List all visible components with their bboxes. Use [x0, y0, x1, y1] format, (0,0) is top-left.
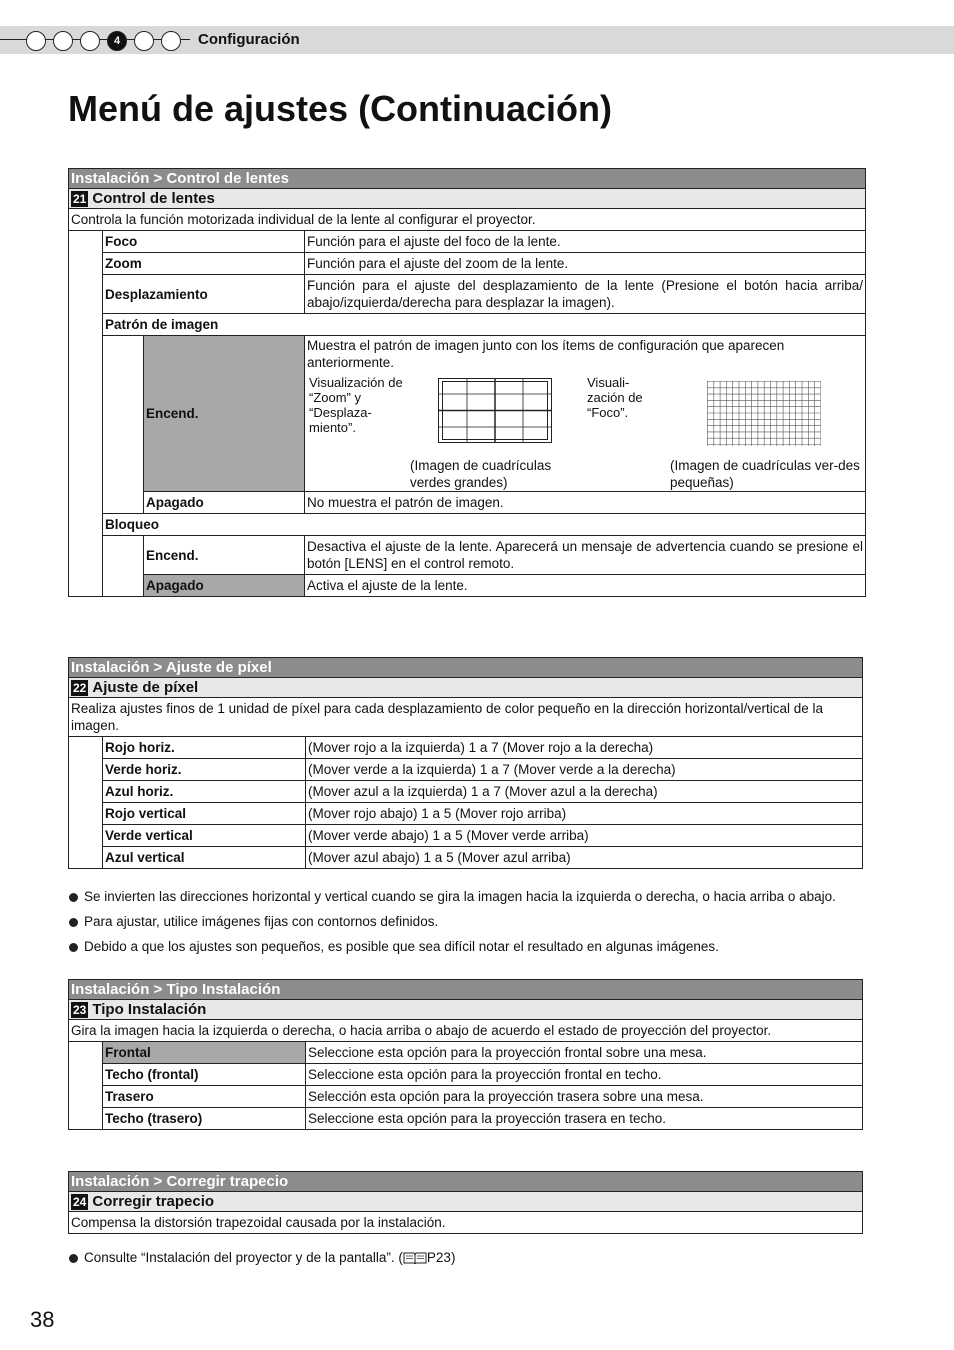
item-title	[69, 189, 866, 209]
lens-control-section	[68, 168, 866, 597]
option-label: Bloqueo	[103, 514, 866, 536]
item-description: Gira la imagen hacia la izquierda o derecha, o hacia arriba o abajo de acuerdo el estado de proyección del proyector.	[69, 1020, 863, 1042]
table-header: Instalación > Control de lentes	[69, 169, 866, 189]
chapter-circle	[134, 31, 154, 51]
sub-option-label: Apagado	[144, 492, 305, 514]
pattern-description-cell	[305, 336, 866, 492]
option-label: Patrón de imagen	[103, 314, 866, 336]
sub-option-desc: Desactiva el ajuste de la lente. Aparecerá un mensaje de advertencia cuando se presione el botón [LENS] en el control remoto.	[305, 536, 866, 575]
pixel-adjust-table	[68, 657, 863, 869]
option-desc: Función para el ajuste del zoom de la lente.	[305, 253, 866, 275]
option-desc: (Mover rojo a la izquierda) 1 a 7 (Mover rojo a la derecha)	[306, 737, 863, 759]
indent-cell	[69, 1042, 103, 1130]
sub-option-desc: Activa el ajuste de la lente.	[305, 575, 866, 597]
option-label: Azul vertical	[103, 847, 306, 869]
table-header: Instalación > Ajuste de píxel	[69, 658, 863, 678]
note-text-main: Consulte “Instalación del proyector y de la pantalla”. (	[84, 1250, 403, 1265]
note-item	[68, 1250, 888, 1265]
indent-cell	[69, 737, 103, 869]
chapter-indicator	[26, 31, 188, 51]
option-desc: Seleccione esta opción para la proyección frontal en techo.	[306, 1064, 863, 1086]
option-desc: Selección esta opción para la proyección trasera sobre una mesa.	[306, 1086, 863, 1108]
option-desc: Seleccione esta opción para la proyección frontal sobre una mesa.	[306, 1042, 863, 1064]
page-number: 38	[30, 1307, 55, 1332]
keystone-table	[68, 1171, 863, 1234]
bullet-icon	[69, 918, 78, 927]
option-desc: (Mover azul a la izquierda) 1 a 7 (Mover azul a la derecha)	[306, 781, 863, 803]
indent-cell	[103, 536, 144, 597]
item-name: Tipo Instalación	[92, 1001, 207, 1018]
focus-caption: Visuali-zación de “Foco”.	[587, 375, 643, 420]
chapter-circle	[26, 31, 46, 51]
large-grid-caption: (Imagen de cuadrículas verdes grandes)	[410, 458, 552, 490]
page-title: Menú de ajustes (Continuación)	[68, 88, 613, 129]
lens-control-table	[68, 168, 866, 597]
item-title	[69, 678, 863, 698]
sub-option-label: Apagado	[144, 575, 305, 597]
table-header: Instalación > Corregir trapecio	[69, 1172, 863, 1192]
note-text: Debido a que los ajustes son pequeños, es posible que sea difícil notar el resultado en algunas imágenes.	[84, 939, 719, 954]
option-desc: (Mover verde a la izquierda) 1 a 7 (Mover verde a la derecha)	[306, 759, 863, 781]
option-desc: (Mover verde abajo) 1 a 5 (Mover verde arriba)	[306, 825, 863, 847]
note-text: Se invierten las direcciones horizontal y vertical cuando se gira la imagen hacia la izquierda o derecha, o hacia arriba o abajo.	[84, 889, 836, 904]
note-item	[68, 939, 888, 954]
indent-cell	[69, 231, 103, 597]
keystone-section	[68, 1171, 863, 1234]
chapter-circle	[53, 31, 73, 51]
small-grid-icon	[707, 381, 821, 446]
item-number: 21	[73, 192, 87, 206]
pixel-adjust-section	[68, 657, 863, 869]
option-label: Rojo vertical	[103, 803, 306, 825]
note-text: Para ajustar, utilice imágenes fijas con contornos definidos.	[84, 914, 439, 929]
note-item	[68, 889, 888, 904]
section-label: Configuración	[198, 31, 300, 48]
indent-cell	[103, 336, 144, 514]
option-label: Verde vertical	[103, 825, 306, 847]
sub-option-label: Encend.	[144, 336, 305, 492]
item-name: Corregir trapecio	[92, 1193, 215, 1210]
zoom-caption: Visualización de “Zoom” y “Desplaza-miento”.	[309, 375, 403, 435]
item-number: 23	[73, 1003, 87, 1017]
chapter-circle	[161, 31, 181, 51]
small-grid-caption: (Imagen de cuadrículas ver-des pequeñas)	[670, 458, 860, 490]
option-label: Trasero	[103, 1086, 306, 1108]
option-label: Techo (frontal)	[103, 1064, 306, 1086]
option-desc: Función para el ajuste del desplazamiento de la lente (Presione el botón hacia arriba/ abajo/izquierda/derecha para desplazar la imagen).	[305, 275, 866, 314]
bullet-icon	[69, 893, 78, 902]
chapter-circle	[80, 31, 100, 51]
install-type-table	[68, 979, 863, 1130]
note-item	[68, 914, 888, 929]
option-label: Foco	[103, 231, 305, 253]
item-number: 22	[73, 681, 87, 695]
item-title	[69, 1192, 863, 1212]
option-label: Zoom	[103, 253, 305, 275]
note-text	[84, 1250, 455, 1265]
item-description: Realiza ajustes finos de 1 unidad de píxel para cada desplazamiento de color pequeño en la dirección horizontal/vertical de la imagen.	[69, 698, 863, 737]
option-label: Rojo horiz.	[103, 737, 306, 759]
option-desc: Función para el ajuste del foco de la lente.	[305, 231, 866, 253]
item-description: Compensa la distorsión trapezoidal causada por la instalación.	[69, 1212, 863, 1234]
item-title	[69, 1000, 863, 1020]
sub-option-label: Encend.	[144, 536, 305, 575]
keystone-notes	[68, 1250, 888, 1275]
bullet-icon	[69, 1254, 78, 1263]
item-name: Control de lentes	[92, 190, 215, 207]
option-desc: (Mover rojo abajo) 1 a 5 (Mover rojo arriba)	[306, 803, 863, 825]
sub-option-desc: No muestra el patrón de imagen.	[305, 492, 866, 514]
chapter-circle-active: 4	[107, 31, 127, 51]
table-header: Instalación > Tipo Instalación	[69, 980, 863, 1000]
option-desc: Seleccione esta opción para la proyección trasera en techo.	[306, 1108, 863, 1130]
option-label: Azul horiz.	[103, 781, 306, 803]
item-number: 24	[73, 1195, 87, 1209]
pixel-notes	[68, 889, 888, 964]
item-description: Controla la función motorizada individual de la lente al configurar el proyector.	[69, 209, 866, 231]
item-name: Ajuste de píxel	[92, 679, 199, 696]
option-desc: (Mover azul abajo) 1 a 5 (Mover azul arriba)	[306, 847, 863, 869]
option-label: Techo (trasero)	[103, 1108, 306, 1130]
large-grid-icon	[438, 378, 552, 443]
book-icon	[403, 1251, 427, 1264]
option-label: Frontal	[103, 1042, 306, 1064]
option-label: Desplazamiento	[103, 275, 305, 314]
install-type-section	[68, 979, 863, 1130]
bullet-icon	[69, 943, 78, 952]
option-label: Verde horiz.	[103, 759, 306, 781]
page-reference: P23)	[426, 1250, 456, 1265]
pattern-desc: Muestra el patrón de imagen junto con los ítems de configuración que aparecen anteriormente.	[307, 338, 785, 370]
